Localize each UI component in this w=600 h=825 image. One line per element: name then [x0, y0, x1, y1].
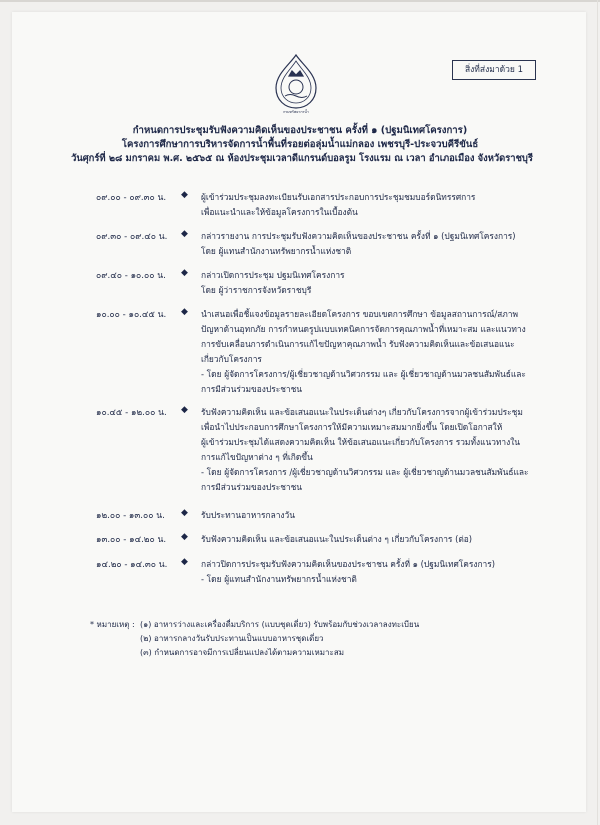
description-line: เกี่ยวกับโครงการ — [201, 354, 262, 364]
description-line: โดย ผู้ว่าราชการจังหวัดราชบุรี — [201, 285, 312, 295]
remark-item: (๒) อาหารกลางวันรับประทานเป็นแบบอาหารชุดเดี่ยว — [140, 634, 324, 643]
remark-item: (๑) อาหารว่างและเครื่องดื่มบริการ (แบบชุดเดี่ยว) รับพร้อมกับช่วงเวลาลงทะเบียน — [140, 620, 420, 629]
description-line: โดย ผู้แทนสำนักงานทรัพยากรน้ำแห่งชาติ — [201, 246, 352, 256]
schedule-time: ๑๓.๐๐ - ๑๔.๒๐ น. — [96, 535, 167, 545]
description-line: เพื่อนำไปประกอบการศึกษาโครงการให้มีความเหมาะสมมากยิ่งขึ้น โดยเปิดโอกาสให้ — [201, 422, 503, 432]
remarks-label: * หมายเหตุ : — [90, 620, 135, 629]
description-line: การมีส่วนร่วมของประชาชน — [201, 384, 303, 394]
description-line: - โดย ผู้จัดการโครงการ/ผู้เชี่ยวชาญด้านวิศวกรรม และ ผู้เชี่ยวชาญด้านมวลชนสัมพันธ์และ — [201, 369, 526, 379]
bullet-icon: ◆ — [181, 268, 188, 278]
logo-caption: กรมทรัพยากรน้ำ — [283, 110, 309, 114]
remark-item: (๓) กำหนดการอาจมีการเปลี่ยนแปลงได้ตามความเหมาะสม — [140, 648, 344, 657]
bullet-icon: ◆ — [181, 229, 188, 239]
bullet-icon: ◆ — [181, 405, 188, 415]
description-line: กล่าวปิดการประชุมรับฟังความคิดเห็นของประชาชน ครั้งที่ ๑ (ปฐมนิเทศโครงการ) — [201, 559, 496, 569]
remarks-list — [140, 618, 419, 660]
department-logo — [268, 52, 324, 114]
schedule-time: ๐๙.๓๐ - ๐๙.๔๐ น. — [96, 232, 168, 242]
description-line: ผู้เข้าร่วมประชุมลงทะเบียนรับเอกสารประกอบการประชุมชมบอร์ดนิทรรศการ — [201, 192, 476, 202]
description-line: นำเสนอเพื่อชี้แจงข้อมูลรายละเอียดโครงการ ขอบเขตการศึกษา ข้อมูลสถานการณ์/สภาพ — [201, 309, 519, 319]
bullet-icon: ◆ — [181, 190, 188, 200]
schedule-time: ๑๔.๒๐ - ๑๔.๓๐ น. — [96, 560, 168, 570]
schedule-time: ๑๒.๐๐ - ๑๓.๐๐ น. — [96, 511, 165, 521]
description-line: รับฟังความคิดเห็น และข้อเสนอแนะในประเด็นต่าง ๆ เกี่ยวกับโครงการ (ต่อ) — [201, 534, 473, 544]
schedule-time: ๐๙.๐๐ - ๐๙.๓๐ น. — [96, 193, 167, 203]
bullet-icon: ◆ — [181, 532, 188, 542]
description-line: กล่าวเปิดการประชุม ปฐมนิเทศโครงการ — [201, 270, 345, 280]
description-line: - โดย ผู้จัดการโครงการ /ผู้เชี่ยวชาญด้านวิศวกรรม และ ผู้เชี่ยวชาญด้านมวลชนสัมพันธ์และ — [201, 467, 529, 477]
attachment-label: สิ่งที่ส่งมาด้วย 1 — [452, 60, 536, 80]
description-line: การมีส่วนร่วมของประชาชน — [201, 482, 303, 492]
schedule-description — [201, 557, 537, 587]
description-line: การแก้ไขปัญหาต่าง ๆ ที่เกิดขึ้น — [201, 452, 313, 462]
schedule-time: ๑๐.๔๕ - ๑๒.๐๐ น. — [96, 408, 167, 418]
schedule-description — [201, 405, 537, 495]
description-line: - โดย ผู้แทนสำนักงานทรัพยากรน้ำแห่งชาติ — [201, 574, 357, 584]
schedule-description — [201, 307, 537, 397]
schedule-description — [201, 508, 537, 523]
schedule-time: ๑๐.๐๐ - ๑๐.๔๕ น. — [96, 310, 167, 320]
header-title: กำหนดการประชุมรับฟังความคิดเห็นของประชาชน ครั้งที่ ๑ (ปฐมนิเทศโครงการ) — [132, 125, 468, 136]
bullet-icon: ◆ — [181, 557, 188, 567]
header-date-venue: วันศุกร์ที่ ๒๘ มกราคม พ.ศ. ๒๕๖๕ ณ ห้องประชุมเวลาดีแกรนด์บอลรูม โรงแรม ณ เวลา อำเภอเมือง จังหวัดราชบุรี — [71, 153, 533, 164]
description-line: ผู้เข้าร่วมประชุมได้แสดงความคิดเห็น ให้ข้อเสนอแนะเกี่ยวกับโครงการ รวมทั้งแนวทางใน — [201, 437, 521, 447]
description-line: กล่าวรายงาน การประชุมรับฟังความคิดเห็นของประชาชน ครั้งที่ ๑ (ปฐมนิเทศโครงการ) — [201, 231, 516, 241]
schedule-description — [201, 229, 537, 259]
description-line: การขับเคลื่อนการดำเนินการแก้ไขปัญหาคุณภาพน้ำ รับฟังความคิดเห็นและข้อเสนอแนะ — [201, 339, 515, 349]
logo-crown — [289, 71, 303, 76]
logo-emblem — [289, 80, 303, 94]
bullet-icon: ◆ — [181, 307, 188, 317]
schedule-time: ๐๙.๔๐ - ๑๐.๐๐ น. — [96, 271, 166, 281]
schedule-description — [201, 268, 537, 298]
description-line: รับฟังความคิดเห็น และข้อเสนอแนะในประเด็นต่างๆ เกี่ยวกับโครงการจากผู้เข้าร่วมประชุม — [201, 407, 523, 417]
description-line: เพื่อแนะนำและให้ข้อมูลโครงการในเบื้องต้น — [201, 207, 358, 217]
schedule-description — [201, 532, 537, 547]
scan-edge-right — [597, 0, 598, 825]
logo-waves — [285, 95, 307, 98]
schedule-description — [201, 190, 537, 220]
description-line: รับประทานอาหารกลางวัน — [201, 510, 295, 520]
header-project: โครงการศึกษาการบริหารจัดการน้ำพื้นที่รอยต่อลุ่มน้ำแม่กลอง เพชรบุรี-ประจวบคีรีขันธ์ — [121, 139, 479, 150]
description-line: ปัญหาด้านอุทกภัย การกำหนดรูปแบบเทคนิคการจัดการคุณภาพน้ำที่เหมาะสม และแนวทาง — [201, 324, 526, 334]
bullet-icon: ◆ — [181, 508, 188, 518]
scan-edge-top — [0, 0, 600, 2]
